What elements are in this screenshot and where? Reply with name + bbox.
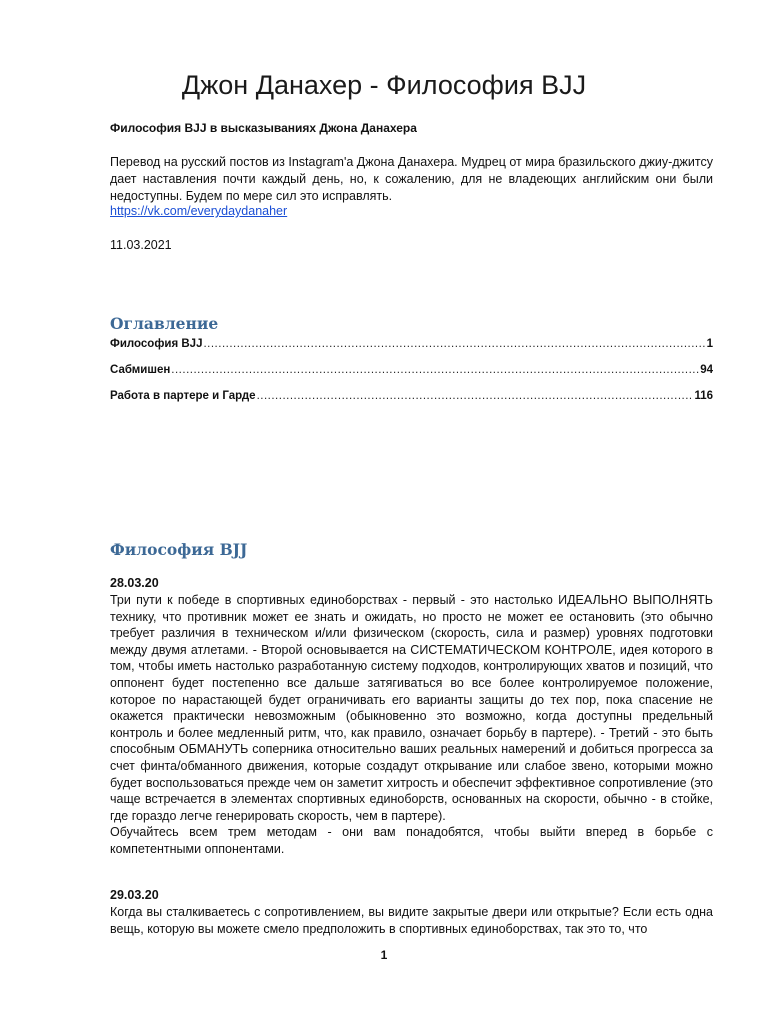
- toc-item-page: 1: [706, 338, 713, 350]
- entry-date: 29.03.20: [110, 888, 159, 902]
- toc-item-page: 94: [700, 364, 713, 376]
- toc-item-submission[interactable]: [110, 364, 713, 390]
- entry-date: 28.03.20: [110, 576, 159, 590]
- toc-leader: [257, 390, 694, 402]
- toc-item-philosophy[interactable]: [110, 338, 713, 364]
- entry-text: Когда вы сталкиваетесь с сопротивлением, вы видите закрытые двери или открытые? Если есть одна вещь, которую вы можете смело предположить в спортивных единоборствах, так это то, что: [110, 905, 713, 936]
- section-heading: Философия BJJ: [110, 540, 248, 559]
- entry-29-03-20: [110, 887, 713, 937]
- toc-leader: [203, 338, 705, 350]
- entry-28-03-20: [110, 575, 713, 858]
- toc-item-label: Философия BJJ: [110, 338, 203, 350]
- toc-item-page: 116: [694, 390, 713, 402]
- toc-heading: Оглавление: [110, 314, 219, 333]
- table-of-contents: [110, 338, 713, 416]
- toc-item-ground-guard[interactable]: [110, 390, 713, 416]
- toc-item-label: Работа в партере и Гарде: [110, 390, 256, 402]
- document-date: 11.03.2021: [110, 238, 172, 252]
- entry-text: Три пути к победе в спортивных единоборствах - первый - это настолько ИДЕАЛЬНО ВЫПОЛНЯТЬ технику, что противник может ее знать и ожидать, но просто не может ее остановить (это обычно требует различия в техническом и/или физическом (скорость, сила и размер) уровнях подготовки между двумя атлетами. - Второй основывается на СИСТЕМАТИЧЕСКОМ КОНТРОЛЕ, идея которого в том, чтобы иметь настолько разработанную систему подходов, контролирующих хватов и позиций, что оппонент будет постепенно все дальше затягиваться во все более контролируемое положение, которое по нарастающей будет ограничивать его варианты защиты до тех пор, пока спасение не окажется практически невозможным (обыкновенно это возможно, когда доступны предельный контроль и более медленный ритм, что, как правило, означает борьбу в партере). - Третий - это быть способным ОБМАНУТЬ соперника относительно ваших реальных намерений и добиться прогресса за счет финта/обманного движения, которые создадут открывание или слабое звено, которыми можно будет воспользоваться прежде чем он заметит хитрость и обеспечит эффективное сопротивление (это чаще встречается в элементах спортивных единоборств, основанных на скорости, обычно - в стойке, где гораздо легче генерировать скорость, чем в партере). Обучайтесь всем трем методам - они вам понадобятся, чтобы выйти вперед в борьбе с компетентными оппонентами.: [110, 593, 713, 856]
- intro-paragraph: Перевод на русский постов из Instagram'а Джона Данахера. Мудрец от мира бразильского джиу-джитсу дает наставления почти каждый день, но, к сожалению, для не владеющих английским они были недоступны. Будем по мере сил это исправлять.: [110, 155, 713, 203]
- toc-leader: [171, 364, 699, 376]
- document-subtitle: Философия BJJ в высказываниях Джона Данахера: [110, 121, 417, 135]
- page-number: 1: [380, 948, 388, 962]
- document-title: Джон Данахер - Философия BJJ: [181, 70, 587, 100]
- vk-link[interactable]: https://vk.com/everydaydanaher: [110, 204, 288, 218]
- toc-item-label: Сабмишен: [110, 364, 171, 376]
